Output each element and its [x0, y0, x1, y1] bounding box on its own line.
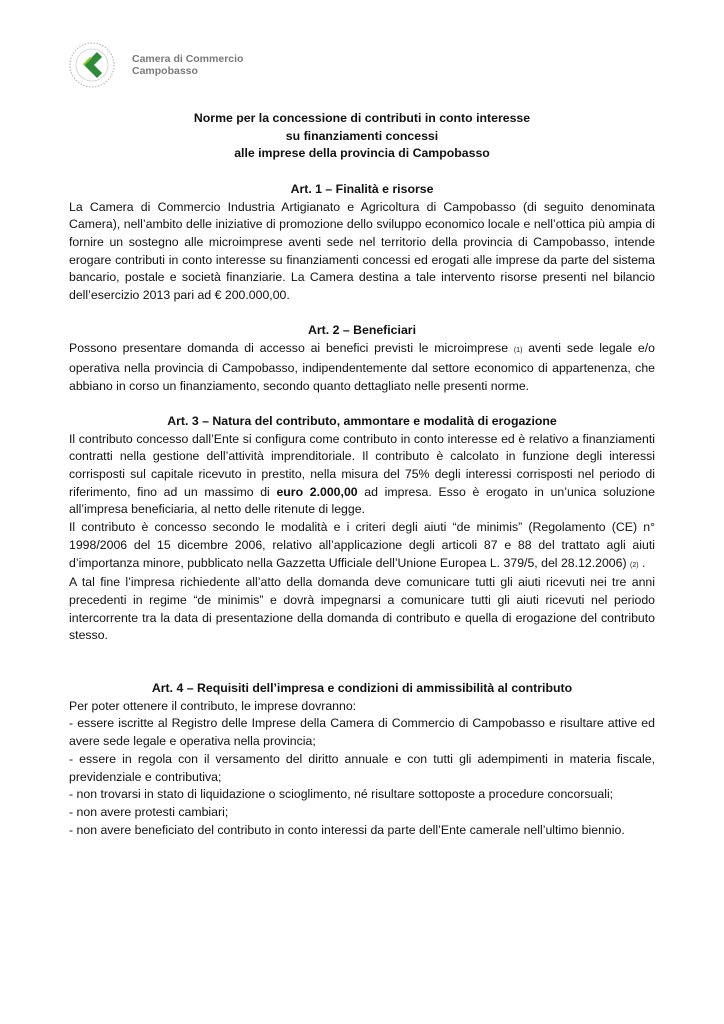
organization-line-2: Campobasso — [132, 65, 198, 77]
art4-list-item: - non avere beneficiato del contributo in conto interessi da parte dell’Ente camerale nell’ultimo biennio. — [69, 822, 625, 837]
art2-text-part2: aventi sede legale e/o operativa nella provincia di Campobasso, indipendentemente dal settore economico di appartenenza, che abbiano in corso un finanziamento, secondo quanto dettagliato nelle presenti norme. — [69, 341, 655, 393]
chamber-emblem-icon — [66, 40, 122, 90]
art4-intro: Per poter ottenere il contributo, le imprese dovranno: — [69, 698, 357, 713]
art4-list-item: - non trovarsi in stato di liquidazione o scioglimento, né risultare sottoposte a procedure concorsuali; — [69, 787, 614, 802]
art3-p2-part2: . — [638, 555, 646, 570]
art3-heading: Art. 3 – Natura del contributo, ammontare e modalità di erogazione — [167, 413, 557, 428]
art3-paragraph-2 — [69, 519, 655, 574]
document-title — [69, 110, 655, 163]
art3-p1-part1: Il contributo concesso dall’Ente si configura come contributo in conto interesse ed è relativo a finanziamenti contratti nella gestione dell’attività imprenditoriale. Il contributo è calcolato in funzione degli interessi corrisposti sul capitale ricevuto in prestito, nella misura del 75% degli interessi corrisposti nel periodo di riferimento, fino ad un massimo di — [69, 431, 655, 499]
art4-list-item: - non avere protesti cambiari; — [69, 804, 229, 819]
title-line-3: alle imprese della provincia di Campobasso — [234, 146, 490, 161]
art4-list-item: - essere in regola con il versamento del diritto annuale e con tutti gli adempimenti in materia fiscale, previdenziale e contributiva; — [69, 751, 655, 784]
art4-list-item: - essere iscritte al Registro delle Imprese della Camera di Commercio di Campobasso e risultare attive ed avere sede legale e operativa nella provincia; — [69, 716, 655, 749]
organization-name — [132, 53, 243, 77]
art3-footnote-ref: (2) — [630, 561, 639, 569]
art2-footnote-ref: (1) — [513, 347, 523, 355]
document-body — [69, 110, 655, 839]
art3-p1-part2: ad impresa. Esso è erogato in un’unica soluzione all’impresa beneficiaria, al netto delle ritenute di legge. — [69, 484, 655, 517]
art3-p2-part1: Il contributo è concesso secondo le modalità e i criteri degli aiuti “de minimis” (Regolamento (CE) n° 1998/2006 del 15 dicembre 2006, relativo all’applicazione degli articoli 87 e 88 del trattato agli aiuti d’importanza minore, pubblicato nella Gazzetta Ufficiale dell’Unione Europea L. 379/5, del 28.12.2006) — [69, 520, 655, 570]
art2-text-part1: Possono presentare domanda di accesso ai benefici previsti le microimprese — [69, 341, 514, 356]
art2-heading: Art. 2 – Beneficiari — [308, 323, 416, 338]
organization-line-1: Camera di Commercio — [132, 53, 244, 65]
title-line-2: su finanziamenti concessi — [285, 128, 439, 143]
art2-paragraph — [69, 340, 655, 395]
art3-paragraph-3: A tal fine l’impresa richiedente all’atto della domanda deve comunicare tutti gli aiuti ricevuti nei tre anni precedenti in regime “de minimis” e dovrà impegnarsi a comunicare tutti gli aiuti ricevuti nel periodo intercorrente tra la data di presentazione della domanda di contributo e quella di erogazione del contributo stesso. — [69, 575, 655, 643]
art1-paragraph: La Camera di Commercio Industria Artigianato e Agricoltura di Campobasso (di seguito denominata Camera), nell’ambito delle iniziative di promozione dello sviluppo economico locale e nell’ottica più ampia di fornire un sostegno alle microimprese aventi sede nel territorio della provincia di Campobasso, intende erogare contributi in conto interesse su finanziamenti concessi ed erogati alle imprese da parte del sistema bancario, postale e società finanziarie. La Camera destina a tale intervento risorse presenti nel bilancio dell’esercizio 2013 pari ad € 200.000,00. — [69, 199, 655, 303]
art1-heading: Art. 1 – Finalità e risorse — [290, 181, 434, 196]
title-line-1: Norme per la concessione di contributi in conto interesse — [193, 111, 531, 125]
chamber-logo — [66, 40, 266, 90]
art3-p1-amount: euro 2.000,00 — [276, 484, 358, 499]
art3-paragraph-1 — [69, 431, 655, 520]
art4-heading: Art. 4 – Requisiti dell’impresa e condizioni di ammissibilità al contributo — [151, 681, 573, 696]
